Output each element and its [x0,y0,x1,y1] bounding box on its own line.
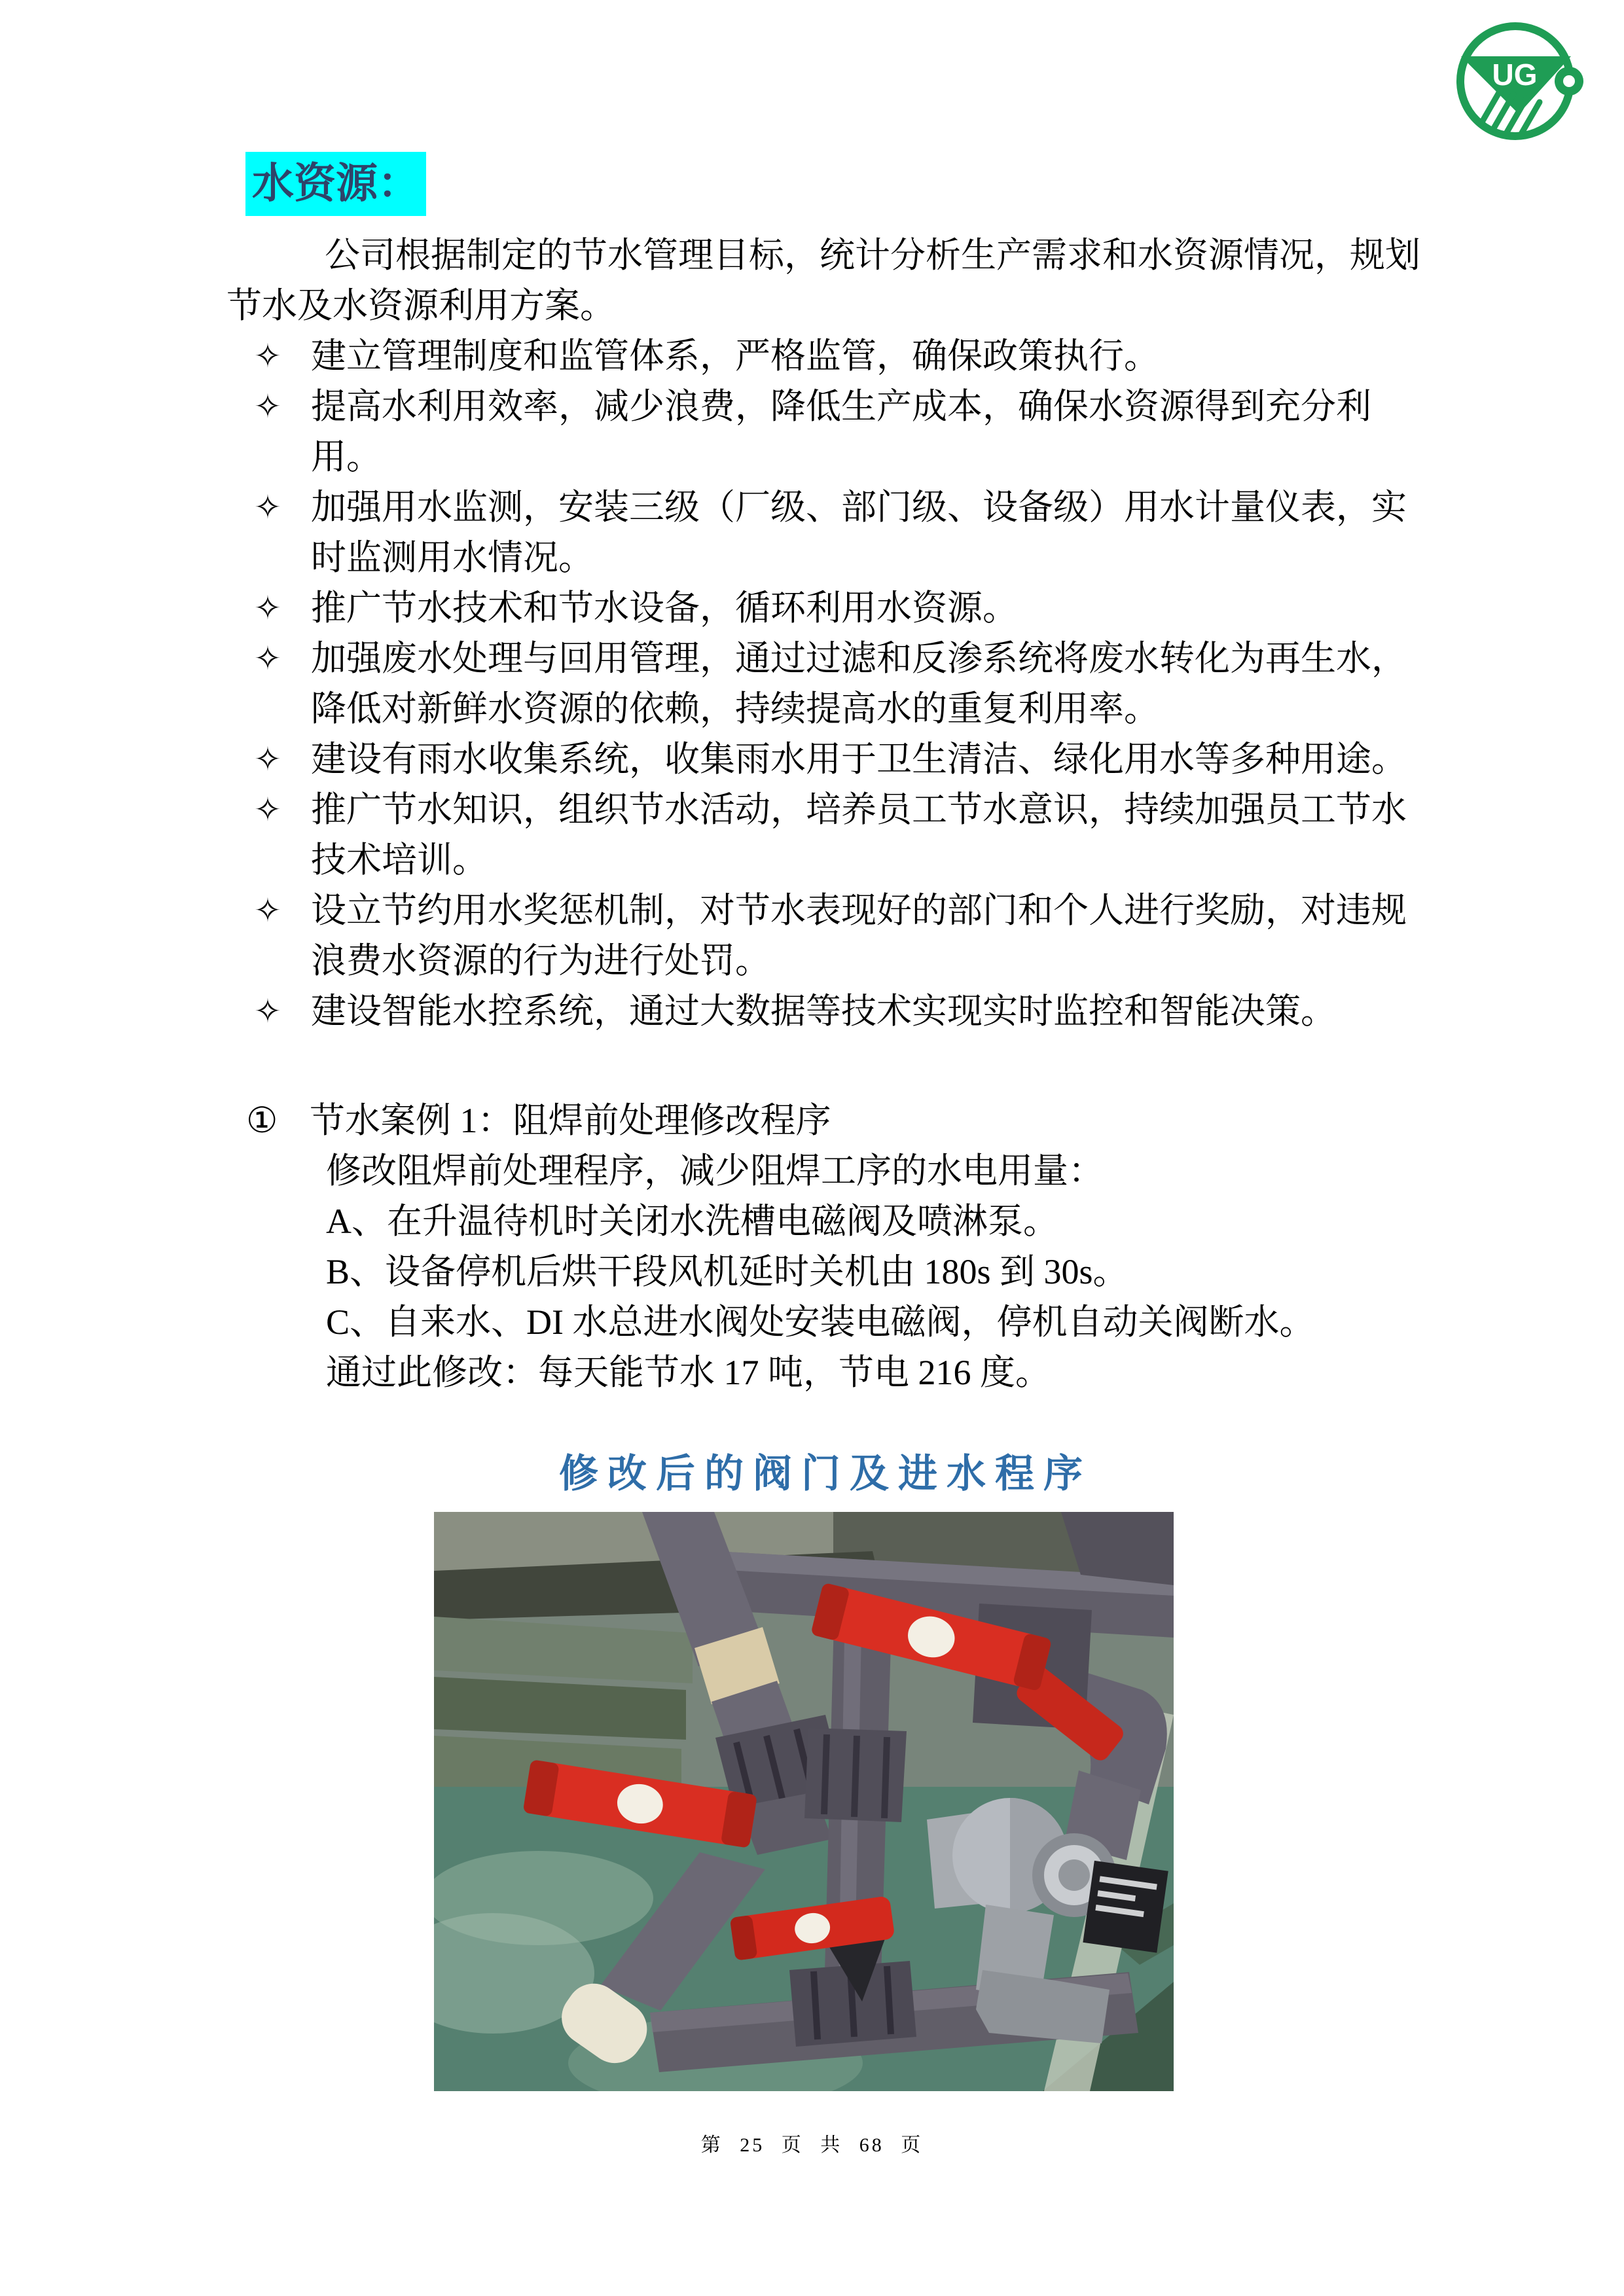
diamond-bullet-icon: ✧ [254,741,281,778]
diamond-bullet-icon: ✧ [254,388,281,425]
bullet-item [226,583,1424,634]
diamond-bullet-icon: ✧ [254,590,281,626]
valve-photo-illustration [434,1512,1174,2091]
case-line: 通过此修改：每天能节水 17 吨，节电 216 度。 [326,1353,1051,1392]
circled-one-marker: ① [246,1101,278,1140]
case-line: A、在升温待机时关闭水洗槽电磁阀及喷淋泵。 [326,1202,1058,1241]
diamond-bullet-icon: ✧ [254,993,281,1030]
diamond-bullet-icon: ✧ [254,640,281,677]
body-text [226,230,1424,2091]
logo-text: UG [1492,58,1538,92]
bullet-text: 建设智能水控系统，通过大数据等技术实现实时监控和智能决策。 [311,992,1336,1031]
bullet-text: 设立节约用水奖惩机制，对节水表现好的部门和个人进行奖励，对违规浪费水资源的行为进行处罚。 [311,891,1407,980]
bullet-text: 推广节水知识，组织节水活动，培养员工节水意识，持续加强员工节水技术培训。 [311,790,1407,880]
diamond-bullet-icon: ✧ [254,791,281,828]
bullet-item [226,634,1424,734]
case-line: C、自来水、DI 水总进水阀处安装电磁阀，停机自动关阀断水。 [326,1302,1315,1342]
case-title: 节水案例 1：阻焊前处理修改程序 [310,1101,831,1140]
bullet-item [226,886,1424,986]
bullet-item [226,331,1424,382]
ug-logo-icon [1434,14,1597,145]
bullet-item [226,986,1424,1037]
bullet-text: 提高水利用效率，减少浪费，降低生产成本，确保水资源得到充分利用。 [311,387,1371,476]
bullet-text: 推广节水技术和节水设备，循环利用水资源。 [311,588,1018,628]
bullet-item [226,382,1424,482]
diamond-bullet-icon: ✧ [254,892,281,929]
bullet-text: 加强用水监测，安装三级（厂级、部门级、设备级）用水计量仪表，实时监测用水情况。 [311,488,1407,577]
section-title: 水资源： [245,152,426,216]
company-logo [1434,14,1597,145]
diamond-bullet-icon: ✧ [254,489,281,526]
bullet-item [226,482,1424,583]
case-section [226,1096,1424,1398]
intro-paragraph: 公司根据制定的节水管理目标，统计分析生产需求和水资源情况，规划节水及水资源利用方案。 [226,236,1420,325]
bullet-text: 建设有雨水收集系统，收集雨水用于卫生清洁、绿化用水等多种用途。 [311,740,1407,779]
bullet-item [226,734,1424,785]
bullet-text: 建立管理制度和监管体系，严格监管，确保政策执行。 [311,336,1159,376]
case-line: B、设备停机后烘干段风机延时关机由 180s 到 30s。 [326,1252,1128,1291]
valve-photo [434,1512,1174,2091]
case-line: 修改阻焊前处理程序，减少阻焊工序的水电用量： [326,1151,1104,1191]
bullet-item [226,785,1424,886]
page-number: 第 25 页 共 68 页 [700,2134,924,2156]
diamond-bullet-icon: ✧ [254,338,281,374]
bullet-text: 加强废水处理与回用管理，通过过滤和反渗系统将废水转化为再生水，降低对新鲜水资源的依赖，持续提高水的重复利用率。 [311,639,1407,728]
photo-caption: 修改后的阀门及进水程序 [559,1452,1092,1496]
